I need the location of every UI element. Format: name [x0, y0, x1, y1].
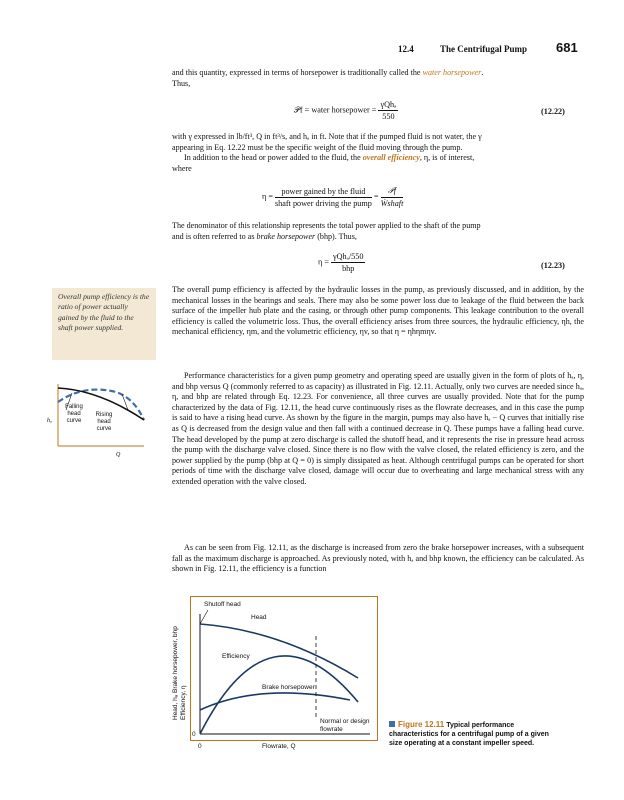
paragraph-5: [172, 543, 584, 575]
equation-efficiency: [262, 186, 403, 208]
section-title: The Centrifugal Pump: [440, 44, 528, 54]
fig-shutoff-label: Shutoff head: [204, 601, 241, 608]
fig-design-label: Normal or design flowrate: [320, 718, 370, 733]
rising-head-label: Rising head curve: [95, 412, 113, 432]
caption-label: Figure 12.11: [398, 720, 445, 729]
para1-line3-post: , η, is of interest,: [419, 153, 475, 163]
margin-note: Overall pump efficiency is the ratio of power actually gained by the fluid to the shaft power supplied.: [52, 288, 156, 360]
equation-12-22: [294, 100, 398, 121]
brake-horsepower-term: brake horsepower: [256, 231, 316, 241]
eq2-lhs: η =: [262, 191, 273, 201]
eq3-lhs: η =: [318, 257, 329, 267]
eq1-fraction: [378, 100, 398, 121]
caption-marker-icon: [389, 721, 395, 727]
margin-y-label: hₐ: [47, 418, 52, 424]
paragraph-4: [172, 371, 584, 488]
section-number: 12.4: [398, 44, 414, 54]
intro-text: and this quantity, expressed in terms of horsepower is traditionally called the water horsepower. Thus,: [172, 68, 584, 89]
eq3-number: (12.23): [541, 261, 565, 270]
fig-y-axis-label: Head, hₐ Brake horsepower, bhp Efficiency, η: [172, 626, 187, 720]
eq1-number: (12.22): [541, 107, 565, 116]
para1-line2: appearing in Eq. 12.22 must be the specific weight of the fluid moving through the pump.: [172, 142, 463, 152]
eq1-numerator: γQhₐ: [380, 100, 397, 109]
figure-caption: [389, 720, 557, 748]
intro-line: and this quantity, expressed in terms of horsepower is traditionally called the: [172, 68, 421, 77]
overall-efficiency-term: overall efficiency: [362, 153, 420, 163]
eq3-denominator: bhp: [342, 264, 355, 273]
falling-head-label: Falling head curve: [65, 404, 83, 424]
margin-x-label: Q: [116, 452, 121, 458]
para2-line2-post: (bhp). Thus,: [317, 231, 357, 241]
fig-bhp-label: Brake horsepower: [262, 684, 315, 691]
equation-12-23: [318, 252, 365, 273]
paragraph-1: [172, 132, 584, 174]
page-number: 681: [556, 40, 578, 55]
head-curve: [200, 624, 358, 678]
eq1-denominator: 550: [382, 112, 395, 121]
para3-text: The overall pump efficiency is affected by the hydraulic losses in the pump, as previously discussed, and in addition, by the mechanical losses in the bearings and seals. There may also be some power loss due to leakage of the fluid between the back surface of the impeller hub plate and the casing, or through other pump components. This leakage contribution to the overall efficiency is called the volumetric loss. Thus, the overall efficiency arises from three sources, the hydraulic efficiency, ηh, the mechanical efficiency, ηm, and the volumetric efficiency, ηv, so that η = ηhηmηv.: [172, 285, 584, 337]
eq2-denominator-2: Ẇshaft: [380, 199, 404, 208]
paragraph-2: [172, 221, 584, 242]
running-header: [0, 38, 624, 58]
eq2-denominator: shaft power driving the pump: [275, 198, 372, 208]
para2-line1: The denominator of this relationship represents the total power applied to the shaft of the pump: [172, 221, 481, 230]
para1-line1: with γ expressed in lb/ft³, Q in ft³/s, and hₐ in ft. Note that if the pumped fluid is not water, the γ: [172, 132, 482, 141]
eq2-numerator: power gained by the fluid: [275, 187, 372, 198]
eq3-numerator: γQhₐ/550: [333, 252, 364, 261]
eq2-fraction-2: [381, 186, 404, 208]
eq1-lhs: 𝒫f = water horsepower =: [294, 105, 377, 115]
caption-text: Typical performance characteristics for a centrifugal pump of a given size operating at a constant impeller speed.: [389, 722, 549, 747]
fig-y-zero: 0: [192, 731, 196, 738]
fig-x-zero: 0: [198, 743, 202, 750]
para4-text: Performance characteristics for a given pump geometry and operating speed are usually given in the form of plots of hₐ, η, and bhp versus Q (commonly referred to as capacity) as illustrated in Fig. 12.11. Actually, only two curves are needed since hₐ, η, and bhp are related through Eq. 12.23. For convenience, all three curves are usually provided. Note that for the pump characterized by the data of Fig. 12.11, the head curve continuously rises as the flowrate decreases, and in this case the pump is said to have a rising head curve. As shown by the figure in the margin, pumps may also have hₐ − Q curves that initially rise as Q is decreased from the design value and then fall with a continued decrease in Q. These pumps have a falling head curve. The head developed by the pump at zero discharge is called the shutoff head, and it represents the rise in pressure head across the pump with the discharge valve closed. Since there is no flow with the valve closed, the related efficiency is zero, and the power supplied by the pump (bhp at Q = 0) is simply dissipated as heat. Although centrifugal pumps can be operated for short periods of time with the discharge valve closed, damage will occur due to overheating and large mechanical stress with any extended operation with the valve closed.: [172, 371, 584, 486]
fig-head-label: Head: [251, 614, 267, 621]
eq3-fraction: [331, 252, 365, 273]
para5-text: As can be seen from Fig. 12.11, as the discharge is increased from zero the brake horsepower increases, with a subsequent fall as the maximum discharge is approached. As previously noted, with hₐ and bhp known, the efficiency can be calculated. As shown in Fig. 12.11, the efficiency is a function: [172, 543, 584, 574]
intro-line2: Thus,: [172, 78, 191, 88]
shutoff-pointer: [200, 610, 208, 624]
fig-x-axis-label: Flowrate, Q: [262, 743, 296, 750]
paragraph-3: [172, 285, 584, 338]
para1-line4: where: [172, 163, 192, 173]
eq2-fraction: [275, 187, 372, 208]
para1-line3: In addition to the head or power added to the fluid, the: [184, 153, 361, 163]
intro-term: water horsepower: [422, 68, 482, 77]
eq2-equals: =: [373, 191, 379, 201]
para2-line2: and is often referred to as: [172, 231, 255, 241]
fig-efficiency-label: Efficiency: [222, 653, 250, 660]
eq2-numerator-2: 𝒫f: [381, 186, 404, 198]
